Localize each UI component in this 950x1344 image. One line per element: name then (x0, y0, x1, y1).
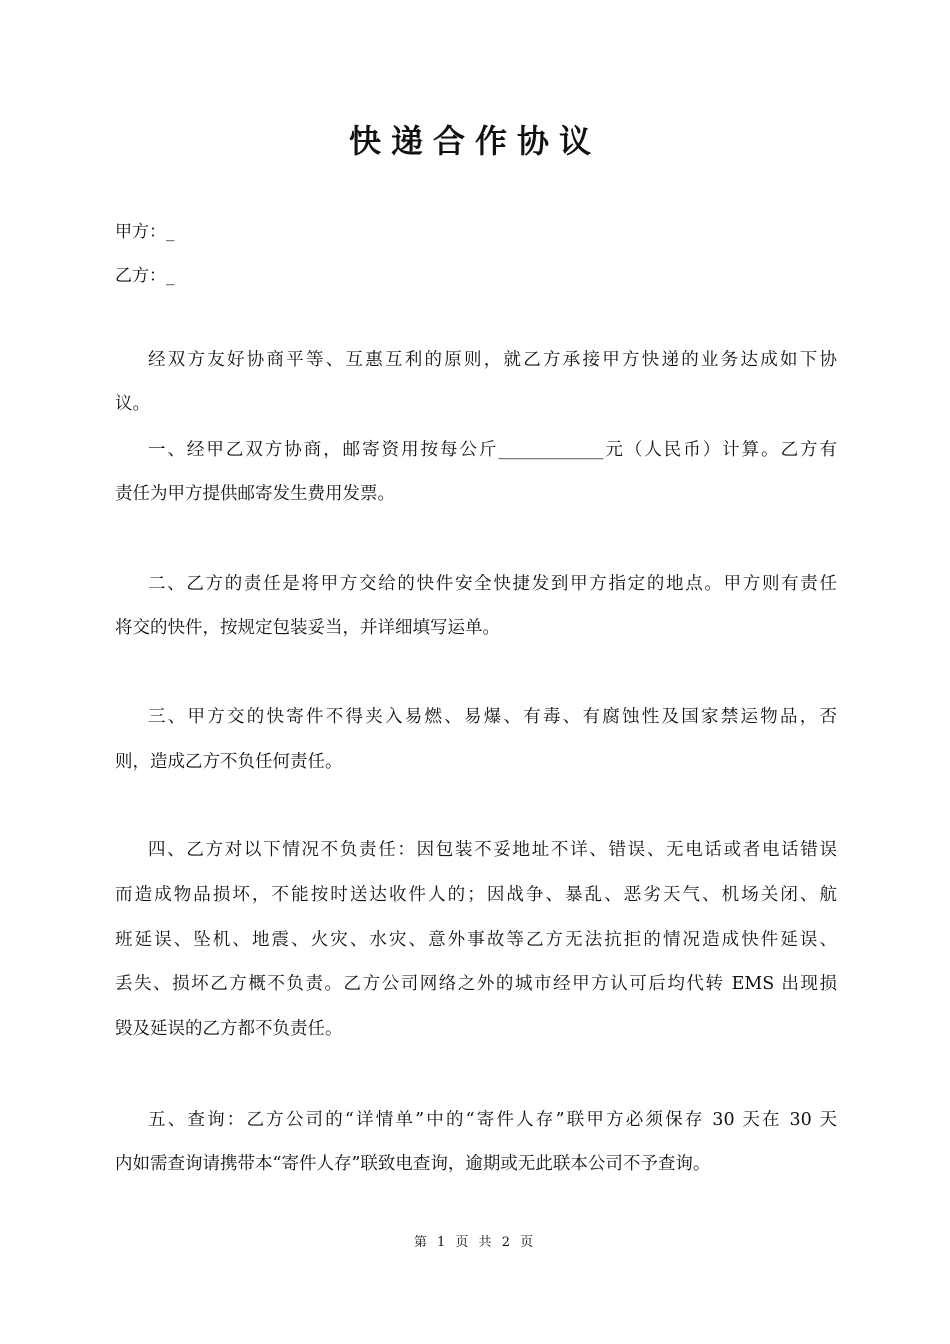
paragraph-line: 则，造成乙方不负任何责任。 (115, 752, 343, 772)
page-footer: 第 1 页 共 2 页 (413, 1235, 537, 1250)
paragraph-line: 四、乙方对以下情况不负责任：因包装不妥地址不详、错误、无电话或者电话错误 (148, 840, 837, 860)
paragraph-line: 经双方友好协商平等、互惠互利的原则，就乙方承接甲方快递的业务达成如下协 (148, 350, 837, 370)
party-b-field: 乙方：_ (115, 266, 175, 286)
paragraph-line: 班延误、坠机、地震、火灾、水灾、意外事故等乙方无法抗拒的情况造成快件延误、 (115, 930, 837, 950)
paragraph-line: 而造成物品损坏，不能按时送达收件人的；因战争、暴乱、恶劣天气、机场关闭、航 (115, 885, 837, 905)
paragraph-line: 一、经甲乙双方协商，邮寄资用按每公斤____________元（人民币）计算。乙方有 (148, 440, 837, 460)
paragraph-line: 毁及延误的乙方都不负责任。 (115, 1019, 343, 1039)
paragraph-line: 丢失、损坏乙方概不负责。乙方公司网络之外的城市经甲方认可后均代转 EMS 出现损 (115, 974, 837, 994)
paragraph-line: 内如需查询请携带本“寄件人存”联致电查询，逾期或无此联本公司不予查询。 (115, 1154, 711, 1174)
paragraph-line: 三、甲方交的快寄件不得夹入易燃、易爆、有毒、有腐蚀性及国家禁运物品，否 (148, 707, 837, 727)
paragraph-line: 二、乙方的责任是将甲方交给的快件安全快捷发到甲方指定的地点。甲方则有责任 (148, 574, 837, 594)
paragraph-line: 责任为甲方提供邮寄发生费用发票。 (115, 484, 395, 504)
paragraph-line: 将交的快件，按规定包装妥当，并详细填写运单。 (115, 618, 500, 638)
paragraph-line: 议。 (115, 394, 150, 414)
document-title: 快递合作协议 (348, 122, 601, 160)
paragraph-line: 五、查询：乙方公司的“详情单”中的“寄件人存”联甲方必须保存 30 天在 30 天 (148, 1110, 837, 1130)
party-a-field: 甲方：_ (115, 222, 175, 242)
